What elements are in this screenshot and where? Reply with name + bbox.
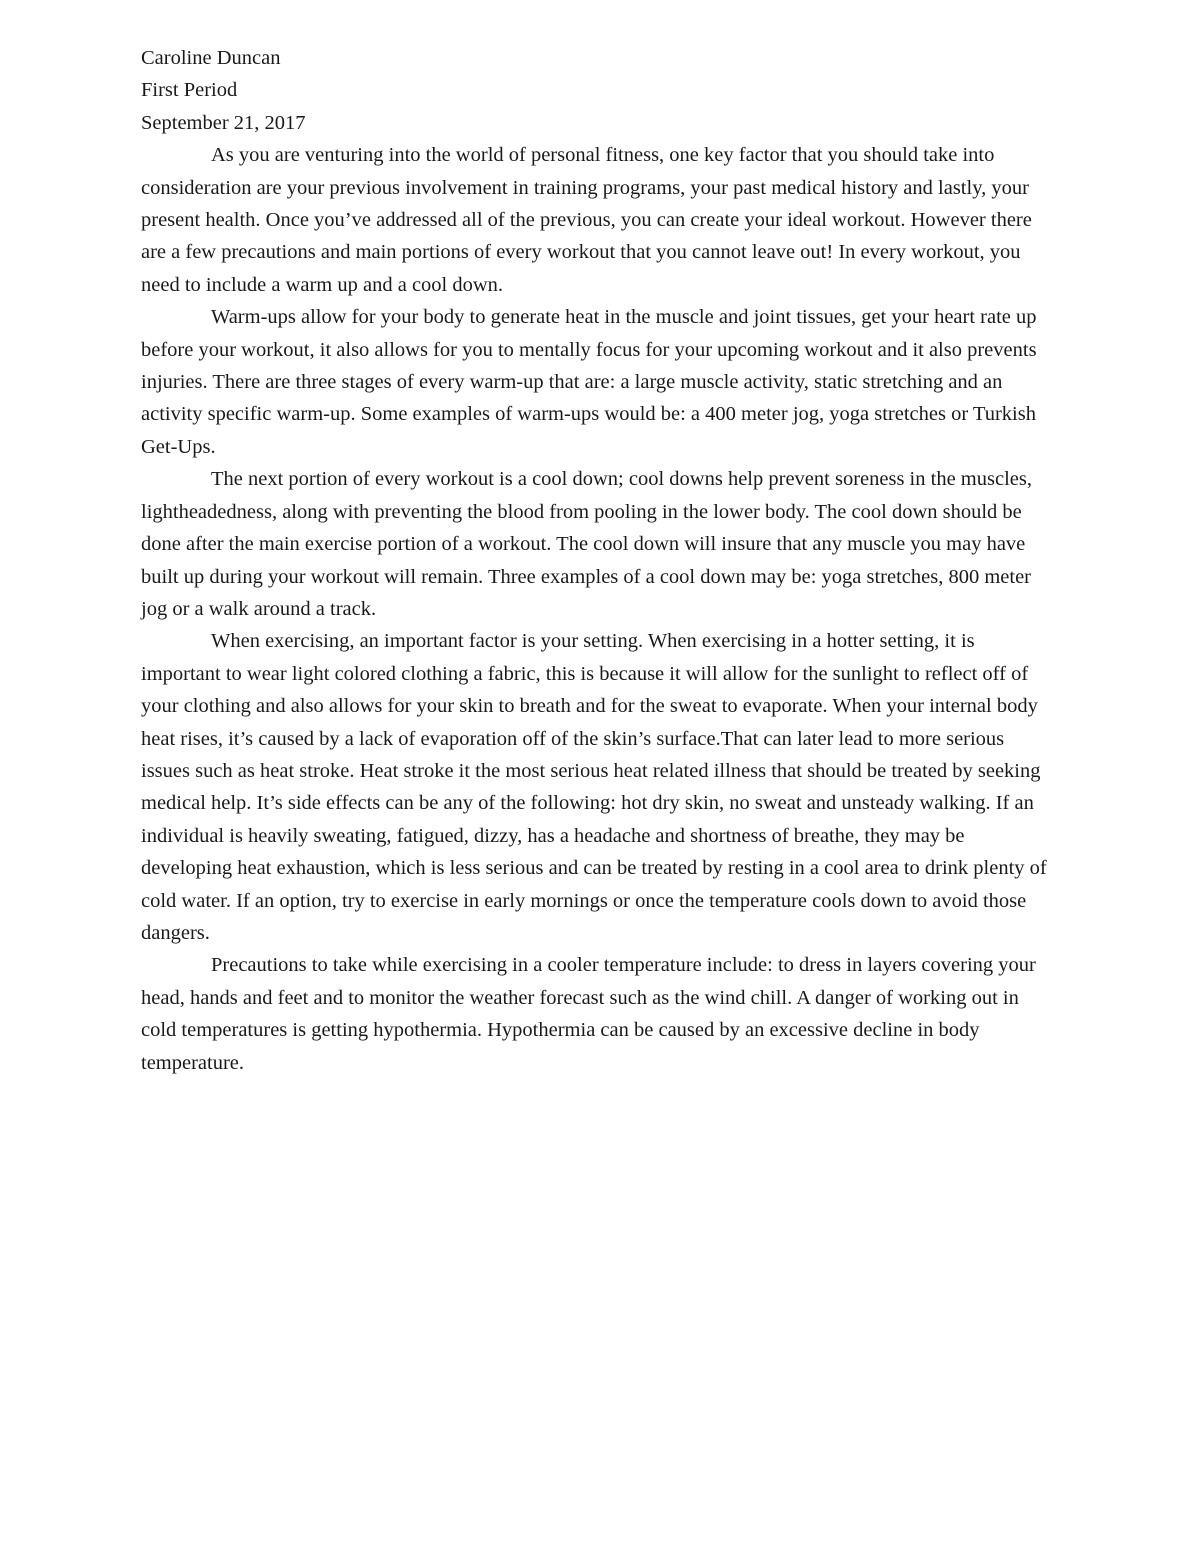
class-period: First Period — [141, 79, 238, 102]
document-date: September 21, 2017 — [141, 111, 306, 134]
paragraph-cold-setting: Precautions to take while exercising in a cooler temperature include: to dress in layers covering your head, hands and feet and to monitor the weather forecast such as the wind chill. A danger of working out in cold temperatures is getting hypothermia. Hypothermia can be caused by an excessive decline in body temperature. — [141, 954, 1036, 1074]
paragraph-cool-downs: The next portion of every workout is a cool down; cool downs help prevent soreness in the muscles, lightheadedness, along with preventing the blood from pooling in the lower body. The cool down should be done after the main exercise portion of a workout. The cool down will insure that any muscle you may have built up during your workout will remain. Three examples of a cool down may be: yoga stretches, 800 meter jog or a walk around a track. — [141, 468, 1032, 620]
document-body — [141, 42, 1056, 1079]
paragraph-warm-ups: Warm-ups allow for your body to generate heat in the muscle and joint tissues, get your heart rate up before your workout, it also allows for you to mentally focus for your upcoming workout and it also prevents injuries. There are three stages of every warm-up that are: a large muscle activity, static stretching and an activity specific warm-up. Some examples of warm-ups would be: a 400 meter jog, yoga stretches or Turkish Get-Ups. — [141, 306, 1037, 458]
paragraph-hot-setting: When exercising, an important factor is your setting. When exercising in a hotter setting, it is important to wear light colored clothing a fabric, this is because it will allow for the sunlight to reflect off of your clothing and also allows for your skin to breath and for the sweat to evaporate. When your internal body heat rises, it’s caused by a lack of evaporation off of the skin’s surface.That can later lead to more serious issues such as heat stroke. Heat stroke it the most serious heat related illness that should be treated by seeking medical help. It’s side effects can be any of the following: hot dry skin, no sweat and unsteady walking. If an individual is heavily sweating, fatigued, dizzy, has a headache and shortness of breathe, they may be developing heat exhaustion, which is less serious and can be treated by resting in a cool area to drink plenty of cold water. If an option, try to exercise in early mornings or once the temperature cools down to avoid those dangers. — [141, 630, 1047, 944]
author-name: Caroline Duncan — [141, 47, 281, 69]
paragraph-intro: As you are venturing into the world of personal fitness, one key factor that you should take into consideration are your previous involvement in training programs, your past medical history and lastly, your present health. Once you’ve addressed all of the previous, you can create your ideal workout. However there are a few precautions and main portions of every workout that you cannot leave out! In every workout, you need to include a warm up and a cool down. — [141, 144, 1032, 296]
